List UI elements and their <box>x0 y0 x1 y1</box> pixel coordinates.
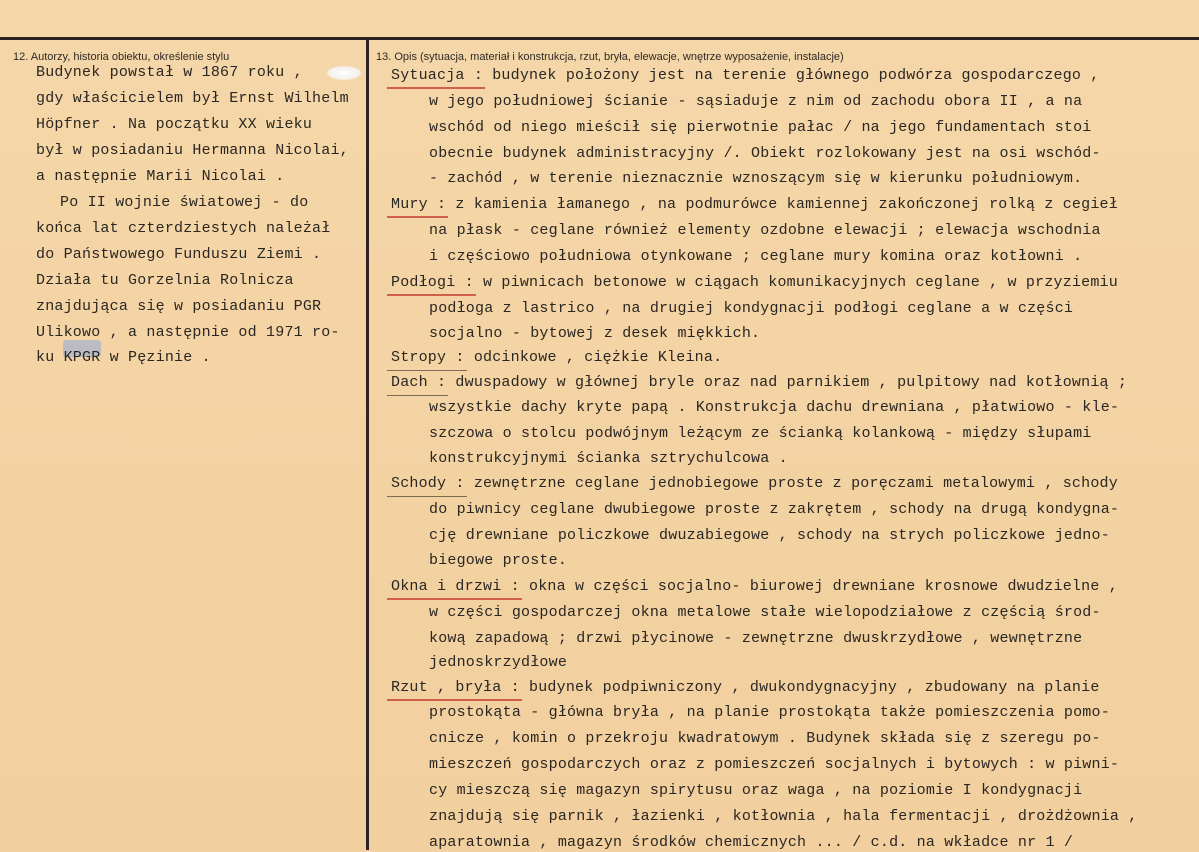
column-divider <box>366 40 369 850</box>
description-heading-line <box>391 374 1127 392</box>
description-line <box>429 399 1119 417</box>
section-label: Schody : <box>391 475 465 492</box>
history-line: do Państwowego Funduszu Ziemi . <box>36 246 322 263</box>
history-line: Po II wojnie światowej - do <box>60 194 309 211</box>
section-text: w jego południowej ścianie - sąsiaduje z nim od zachodu obora II , a na <box>429 93 1083 110</box>
description-line <box>429 808 1138 826</box>
section-text: w piwnicach betonowe w ciągach komunikacyjnych ceglane , w przyziemiu <box>473 274 1118 291</box>
section-text: dwuspadowy w głównej bryle oraz nad parnikiem , pulpitowy nad kotłownią ; <box>446 374 1128 391</box>
description-heading-line <box>391 274 1118 292</box>
section-text: aparatownia , magazyn środków chemicznych ... / c.d. na wkładce nr 1 / <box>429 834 1074 851</box>
description-line <box>429 501 1119 519</box>
section-text: cy mieszczą się magazyn spirytusu oraz waga , na poziomie I kondygnacji <box>429 782 1083 799</box>
section-text: budynek położony jest na terenie głównego podwórza gospodarczego , <box>483 67 1100 84</box>
description-heading-line <box>391 349 722 367</box>
description-line <box>429 834 1073 852</box>
description-line <box>429 654 567 672</box>
section-text: - zachód , w terenie nieznacznie wznoszącym się w kierunku południowym. <box>429 170 1083 187</box>
description-heading-line <box>391 196 1118 214</box>
description-line <box>429 325 760 343</box>
description-heading-line <box>391 679 1100 697</box>
description-line <box>429 604 1101 622</box>
description-line <box>429 552 567 570</box>
description-heading-line <box>391 475 1118 493</box>
section-text: szczowa o stolcu podwójnym leżącym ze ścianką kolankową - między słupami <box>429 425 1092 442</box>
section-text: w części gospodarczej okna metalowe stałe wielopodziałowe z częścią środ- <box>429 604 1101 621</box>
history-line: ku KPGR w Pęzinie . <box>36 349 211 366</box>
section-text: jednoskrzydłowe <box>429 654 568 671</box>
history-line: znajdująca się w posiadaniu PGR <box>36 298 322 315</box>
section-12-header: 12. Autorzy, historia obiektu, określenie stylu <box>13 51 230 63</box>
section-text: obecnie budynek administracyjny /. Obiekt rozlokowany jest na osi wschód- <box>429 145 1101 162</box>
section-text: biegowe proste. <box>429 552 568 569</box>
section-text: kową zapadową ; drzwi płycinowe - zewnętrzne dwuskrzydłowe , wewnętrzne <box>429 630 1083 647</box>
section-label: Sytuacja : <box>391 67 484 84</box>
description-line <box>429 450 788 468</box>
section-text: konstrukcyjnymi ścianka sztrychulcowa . <box>429 450 788 467</box>
section-text: mieszczeń gospodarczych oraz z pomieszczeń socjalnych i bytowych : w piwni- <box>429 756 1120 773</box>
history-line: a następnie Marii Nicolai . <box>36 168 285 185</box>
section-text: na płask - ceglane również elementy ozdobne elewacji ; elewacja wschodnia <box>429 222 1101 239</box>
description-line <box>429 730 1101 748</box>
section-13-header: 13. Opis (sytuacja, materiał i konstrukcja, rzut, bryła, elewacje, wnętrze wyposażenie, instalacje) <box>376 51 844 63</box>
history-line: gdy właścicielem był Ernst Wilhelm <box>36 90 349 107</box>
description-line <box>429 630 1082 648</box>
section-text: z kamienia łamanego , na podmurówce kamiennej zakończonej rolką z cegieł <box>446 196 1118 213</box>
section-text: wszystkie dachy kryte papą . Konstrukcja dachu drewniana , płatwiowo - kle- <box>429 399 1120 416</box>
description-line <box>429 248 1082 266</box>
history-line: Ulikowo , a następnie od 1971 ro- <box>36 324 340 341</box>
section-text: budynek podpiwniczony , dwukondygnacyjny , zbudowany na planie <box>519 679 1100 696</box>
history-line: Höpfner . Na początku XX wieku <box>36 116 313 133</box>
top-rule <box>0 37 1199 40</box>
section-text: podłoga z lastrico , na drugiej kondygnacji podłogi ceglane a w części <box>429 300 1074 317</box>
section-text: do piwnicy ceglane dwubiegowe proste z zakrętem , schody na drugą kondygna- <box>429 501 1120 518</box>
description-line <box>429 527 1110 545</box>
section-label: Dach : <box>391 374 447 391</box>
correction-blot <box>327 66 361 80</box>
description-line <box>429 145 1101 163</box>
section-text: okna w części socjalno- biurowej drewniane krosnowe dwudzielne , <box>519 578 1118 595</box>
section-text: wschód od niego mieścił się pierwotnie pałac / na jego fundamentach stoi <box>429 119 1092 136</box>
description-line <box>429 170 1082 188</box>
description-line <box>429 756 1119 774</box>
description-line <box>429 119 1092 137</box>
description-line <box>429 782 1082 800</box>
section-label: Stropy : <box>391 349 465 366</box>
section-label: Rzut , bryła : <box>391 679 520 696</box>
description-line <box>429 425 1092 443</box>
section-text: odcinkowe , ciężkie Kleina. <box>464 349 723 366</box>
section-text: zewnętrzne ceglane jednobiegowe proste z poręczami metalowymi , schody <box>464 475 1118 492</box>
description-line <box>429 222 1101 240</box>
description-heading-line <box>391 578 1118 596</box>
section-label: Okna i drzwi : <box>391 578 520 595</box>
section-text: cję drewniane policzkowe dwuzabiegowe , schody na strych policzkowe jedno- <box>429 527 1110 544</box>
history-line: Budynek powstał w 1867 roku , <box>36 64 303 81</box>
section-label: Podłogi : <box>391 274 474 291</box>
history-line: był w posiadaniu Hermanna Nicolai, <box>36 142 349 159</box>
section-text: cnicze , komin o przekroju kwadratowym . Budynek składa się z szeregu po- <box>429 730 1101 747</box>
description-heading-line <box>391 67 1100 85</box>
history-line: końca lat czterdziestych należał <box>36 220 331 237</box>
history-line: Działa tu Gorzelnia Rolnicza <box>36 272 294 289</box>
section-text: socjalno - bytowej z desek miękkich. <box>429 325 761 342</box>
description-line <box>429 93 1082 111</box>
description-line <box>429 300 1073 318</box>
section-label: Mury : <box>391 196 447 213</box>
section-text: znajdują się parnik , łazienki , kotłownia , hala fermentacji , drożdżownia , <box>429 808 1138 825</box>
description-line <box>429 704 1110 722</box>
section-text: i częściowo południowa otynkowane ; ceglane mury komina oraz kotłowni . <box>429 248 1083 265</box>
section-text: prostokąta - główna bryła , na planie prostokąta także pomieszczenia pomo- <box>429 704 1110 721</box>
